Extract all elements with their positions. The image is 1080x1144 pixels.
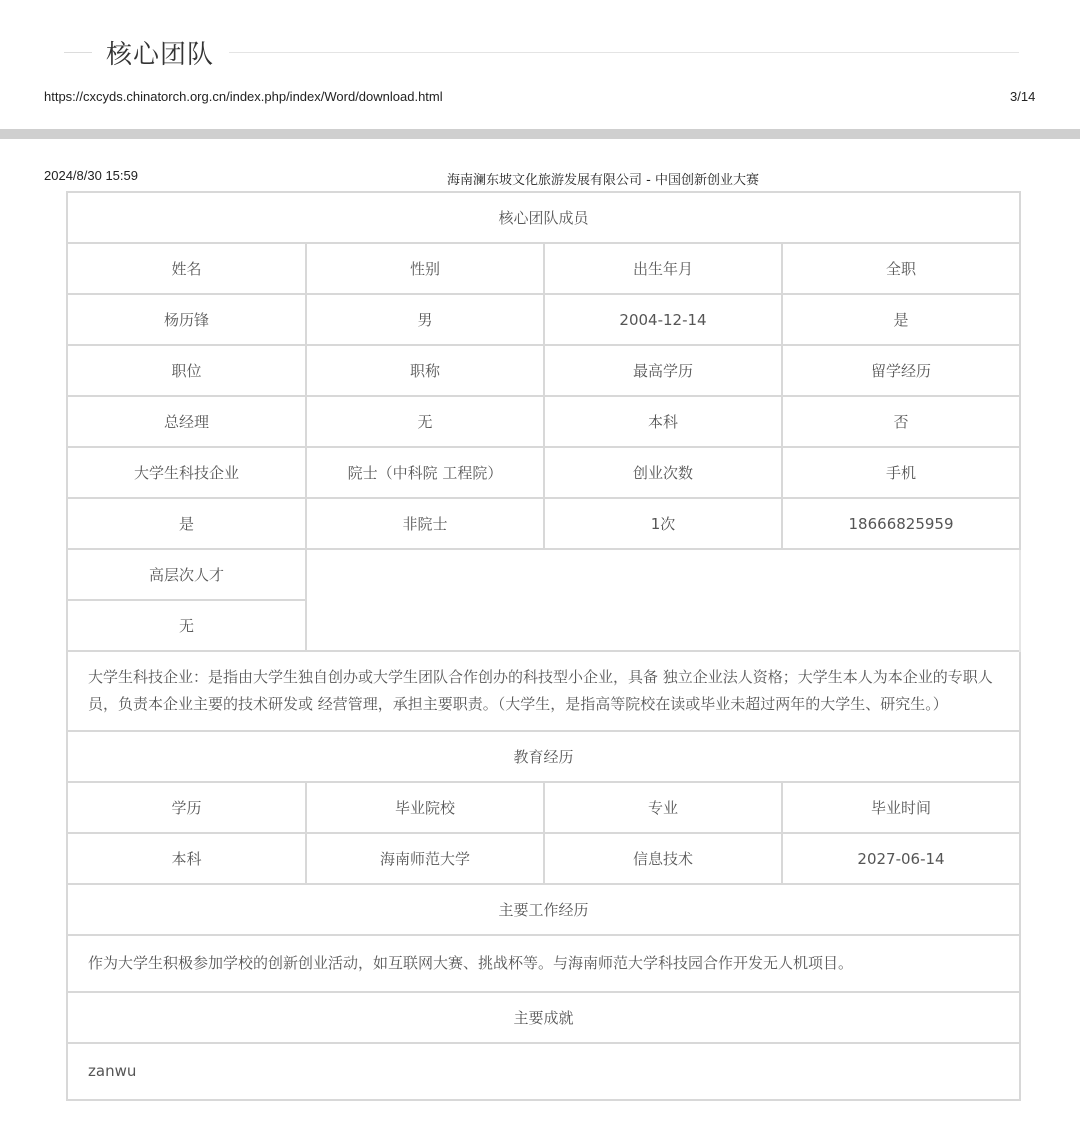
- label-birth-date: 出生年月: [544, 243, 782, 294]
- team-member-heading: 核心团队成员: [67, 192, 1020, 243]
- table-row: [67, 884, 1020, 935]
- print-timestamp: 2024/8/30 15:59: [44, 168, 138, 183]
- label-degree: 学历: [67, 782, 306, 833]
- page-url: https://cxcyds.chinatorch.org.cn/index.php/index/Word/download.html: [44, 89, 443, 104]
- student-enterprise-note: 大学生科技企业：是指由大学生独自创办或大学生团队合作创办的科技型小企业，具备 独立企业法人资格；大学生本人为本企业的专职人员，负责本企业主要的技术研发或 经营管理，承担主要职责。（大学生，是指高等院校在读或毕业未超过两年的大学生、研究生。）: [67, 651, 1020, 731]
- table-row: [67, 396, 1020, 447]
- value-position: 总经理: [67, 396, 306, 447]
- section-title: 核心团队: [106, 40, 215, 70]
- document-title: 海南澜东坡文化旅游发展有限公司 - 中国创新创业大赛: [447, 173, 759, 188]
- table-row: [67, 833, 1020, 884]
- label-gender: 性别: [306, 243, 544, 294]
- table-row: [67, 992, 1020, 1043]
- label-title: 职称: [306, 345, 544, 396]
- value-name: 杨历锋: [67, 294, 306, 345]
- table-row: [67, 731, 1020, 782]
- table-row: [67, 782, 1020, 833]
- table-row: [67, 192, 1020, 243]
- value-startup-count: 1次: [544, 498, 782, 549]
- table-row: [67, 935, 1020, 992]
- label-school: 毕业院校: [306, 782, 544, 833]
- value-school: 海南师范大学: [306, 833, 544, 884]
- table-row: [67, 447, 1020, 498]
- value-degree: 本科: [67, 833, 306, 884]
- value-highest-degree: 本科: [544, 396, 782, 447]
- label-phone: 手机: [782, 447, 1020, 498]
- value-major: 信息技术: [544, 833, 782, 884]
- core-team-table: [66, 191, 1021, 1101]
- table-row: [67, 294, 1020, 345]
- achievements-text: zanwu: [67, 1043, 1020, 1100]
- table-row: [67, 345, 1020, 396]
- label-academician: 院士（中科院 工程院）: [306, 447, 544, 498]
- label-position: 职位: [67, 345, 306, 396]
- label-graduation-date: 毕业时间: [782, 782, 1020, 833]
- table-row: [67, 1043, 1020, 1100]
- table-row: [67, 243, 1020, 294]
- education-heading: 教育经历: [67, 731, 1020, 782]
- value-academician: 非院士: [306, 498, 544, 549]
- value-full-time: 是: [782, 294, 1020, 345]
- label-high-level-talent: 高层次人才: [67, 549, 306, 600]
- page-separator: [0, 129, 1080, 139]
- label-major: 专业: [544, 782, 782, 833]
- label-full-time: 全职: [782, 243, 1020, 294]
- label-highest-degree: 最高学历: [544, 345, 782, 396]
- table-row: [67, 549, 1020, 600]
- label-name: 姓名: [67, 243, 306, 294]
- print-header: [0, 0, 1080, 129]
- table-row: [67, 498, 1020, 549]
- page-indicator: 3/14: [1010, 89, 1036, 104]
- empty-cell: [306, 549, 1020, 651]
- table-row: [67, 651, 1020, 731]
- label-student-enterprise: 大学生科技企业: [67, 447, 306, 498]
- work-heading: 主要工作经历: [67, 884, 1020, 935]
- value-phone: 18666825959: [782, 498, 1020, 549]
- value-gender: 男: [306, 294, 544, 345]
- achievements-heading: 主要成就: [67, 992, 1020, 1043]
- title-rule-left: [64, 52, 92, 53]
- value-student-enterprise: 是: [67, 498, 306, 549]
- value-title: 无: [306, 396, 544, 447]
- title-rule-right: [229, 52, 1019, 53]
- work-experience-text: 作为大学生积极参加学校的创新创业活动，如互联网大赛、挑战杯等。与海南师范大学科技园合作开发无人机项目。: [67, 935, 1020, 992]
- value-birth-date: 2004-12-14: [544, 294, 782, 345]
- value-high-level-talent: 无: [67, 600, 306, 651]
- label-startup-count: 创业次数: [544, 447, 782, 498]
- value-graduation-date: 2027-06-14: [782, 833, 1020, 884]
- label-study-abroad: 留学经历: [782, 345, 1020, 396]
- value-study-abroad: 否: [782, 396, 1020, 447]
